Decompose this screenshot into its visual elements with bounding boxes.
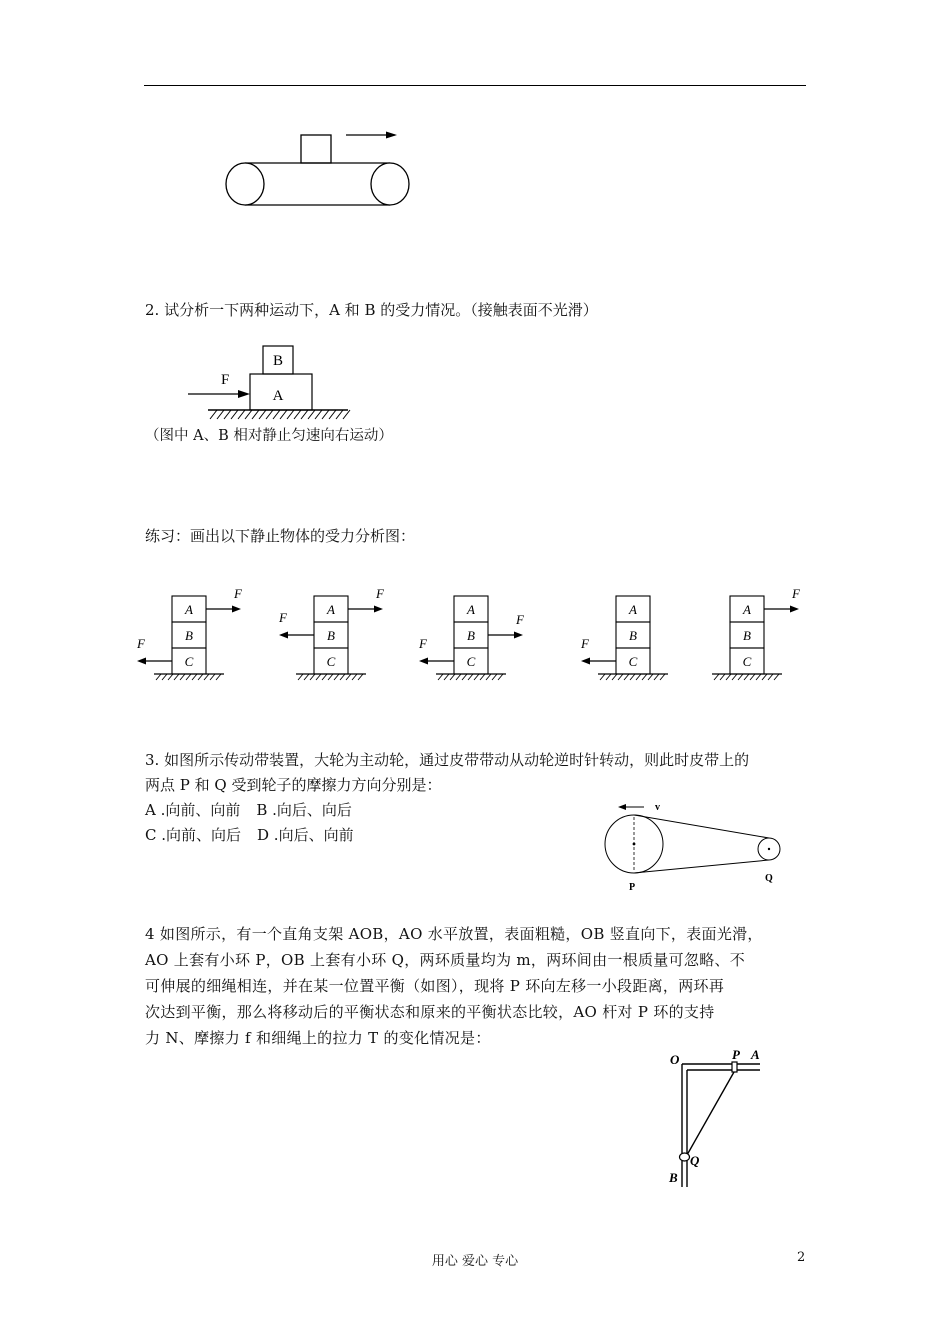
hatch-mark xyxy=(224,410,231,419)
block-label: A xyxy=(743,602,751,617)
hatch-mark xyxy=(266,410,273,419)
arrowhead xyxy=(279,632,288,639)
ground-hatching xyxy=(210,410,350,419)
hatch-mark xyxy=(322,674,327,680)
hatch-mark xyxy=(231,410,238,419)
hatch-mark xyxy=(744,674,749,680)
hatch-mark xyxy=(732,674,737,680)
q4-line: 4 如图所示，有一个直角支架 AOB，AO 水平放置，表面粗糙，OB 竖直向下，表面光滑， xyxy=(145,925,763,943)
right-angle-frame-figure xyxy=(665,1045,775,1195)
hatch-mark xyxy=(204,674,209,680)
force-label: F xyxy=(279,610,287,625)
hatch-mark xyxy=(358,674,363,680)
block-label: B xyxy=(743,628,751,643)
hatch-mark xyxy=(322,410,329,419)
hatch-mark xyxy=(612,674,617,680)
right-pulley xyxy=(371,163,409,205)
block-label: B xyxy=(327,628,335,643)
hatch-mark xyxy=(298,674,303,680)
velocity-arrow xyxy=(618,804,626,810)
footer-motto: 用心 爱心 专心 xyxy=(431,1254,519,1269)
hatch-mark xyxy=(343,410,350,419)
hatch-mark xyxy=(287,410,294,419)
hatch-mark xyxy=(480,674,485,680)
hatch-mark xyxy=(774,674,779,680)
box-on-belt xyxy=(301,135,331,163)
point-a-label: A xyxy=(751,1047,760,1062)
hatch-mark xyxy=(468,674,473,680)
hatch-mark xyxy=(259,410,266,419)
block-label: B xyxy=(185,628,193,643)
q4-text xyxy=(145,921,815,1051)
arrowhead xyxy=(137,658,146,665)
force-label: F xyxy=(137,636,145,651)
hatch-mark xyxy=(162,674,167,680)
block-label: B xyxy=(629,628,637,643)
block-label: C xyxy=(628,654,638,669)
hatch-mark xyxy=(216,674,221,680)
force-f-label: F xyxy=(221,372,230,388)
q3-line2: 两点 P 和 Q 受到轮子的摩擦力方向分别是： xyxy=(145,776,442,794)
hatch-mark xyxy=(462,674,467,680)
force-label: F xyxy=(234,586,242,601)
exercise-stack-4 xyxy=(580,596,668,680)
exercise-stack-3 xyxy=(418,596,525,680)
hatch-mark xyxy=(762,674,767,680)
hatch-mark xyxy=(336,410,343,419)
q3-option-b: B .向后、向后 xyxy=(256,801,352,819)
q3-options-row1 xyxy=(145,797,352,823)
hatch-mark xyxy=(340,674,345,680)
hatch-mark xyxy=(198,674,203,680)
hatch-mark xyxy=(492,674,497,680)
exercise-heading: 练习：画出以下静止物体的受力分析图： xyxy=(145,527,416,545)
exercise-figures xyxy=(130,580,820,685)
exercise-stack-1 xyxy=(136,586,243,680)
q3-options-row2 xyxy=(145,822,354,848)
belt-drive-figure xyxy=(598,795,798,895)
point-q-label: Q xyxy=(690,1153,700,1168)
hatch-mark xyxy=(444,674,449,680)
hatch-mark xyxy=(280,410,287,419)
hatch-mark xyxy=(600,674,605,680)
hatch-mark xyxy=(618,674,623,680)
motion-arrow xyxy=(386,132,397,139)
q4-line: 次达到平衡，那么将移动后的平衡状态和原来的平衡状态比较，AO 杆对 P 环的支持 xyxy=(145,1003,715,1021)
hatch-mark xyxy=(486,674,491,680)
hatch-mark xyxy=(498,674,503,680)
arrowhead xyxy=(514,632,523,639)
hatch-mark xyxy=(245,410,252,419)
hatch-mark xyxy=(624,674,629,680)
hatch-mark xyxy=(252,410,259,419)
arrowhead xyxy=(374,606,383,613)
ring-p xyxy=(732,1062,737,1072)
point-o-label: O xyxy=(670,1052,680,1067)
hatch-mark xyxy=(308,410,315,419)
hatch-mark xyxy=(316,674,321,680)
hatch-mark xyxy=(750,674,755,680)
velocity-label: v xyxy=(655,802,660,813)
hatch-mark xyxy=(329,410,336,419)
q2-caption: （图中 A、B 相对静止匀速向右运动） xyxy=(145,428,393,444)
hatch-mark xyxy=(450,674,455,680)
header-rule xyxy=(144,85,806,86)
hatch-mark xyxy=(738,674,743,680)
block-label: A xyxy=(185,602,193,617)
hatch-mark xyxy=(438,674,443,680)
page-number: 2 xyxy=(797,1250,806,1265)
arrowhead xyxy=(232,606,241,613)
force-label: F xyxy=(581,636,589,651)
hatch-mark xyxy=(630,674,635,680)
hatch-mark xyxy=(210,410,217,419)
q3-option-d: D .向后、向前 xyxy=(257,826,354,844)
block-label: C xyxy=(742,654,752,669)
rope xyxy=(687,1072,734,1155)
hatch-mark xyxy=(654,674,659,680)
hatch-mark xyxy=(636,674,641,680)
left-pulley xyxy=(226,163,264,205)
hatch-mark xyxy=(346,674,351,680)
force-label: F xyxy=(419,636,427,651)
hatch-mark xyxy=(660,674,665,680)
point-p-label: P xyxy=(629,882,636,893)
hatch-mark xyxy=(328,674,333,680)
block-label: A xyxy=(327,602,335,617)
hatch-mark xyxy=(273,410,280,419)
hatch-mark xyxy=(606,674,611,680)
force-label: F xyxy=(376,586,384,601)
ring-q xyxy=(680,1153,690,1161)
hatch-mark xyxy=(474,674,479,680)
point-b-label: B xyxy=(669,1170,678,1185)
arrowhead xyxy=(581,658,590,665)
exercise-stack-5 xyxy=(712,586,801,680)
block-label: A xyxy=(629,602,637,617)
hatch-mark xyxy=(642,674,647,680)
hatch-mark xyxy=(156,674,161,680)
hatch-mark xyxy=(714,674,719,680)
hatch-mark xyxy=(301,410,308,419)
hatch-mark xyxy=(238,410,245,419)
block-label: A xyxy=(467,602,475,617)
hatch-mark xyxy=(456,674,461,680)
block-a-label: A xyxy=(272,388,284,404)
q2-figure xyxy=(180,342,355,428)
q3-line1: 3. 如图所示传动带装置，大轮为主动轮，通过皮带带动从动轮逆时针转动，则此时皮带上的 xyxy=(145,751,750,769)
hatch-mark xyxy=(720,674,725,680)
hatch-mark xyxy=(174,674,179,680)
hatch-mark xyxy=(304,674,309,680)
hatch-mark xyxy=(168,674,173,680)
hatch-mark xyxy=(768,674,773,680)
hatch-mark xyxy=(756,674,761,680)
hatch-mark xyxy=(186,674,191,680)
arrowhead xyxy=(790,606,799,613)
q3-option-a: A .向前、向前 xyxy=(145,801,241,819)
block-label: C xyxy=(184,654,194,669)
q3-option-c: C .向前、向后 xyxy=(145,826,242,844)
hatch-mark xyxy=(217,410,224,419)
block-label: B xyxy=(467,628,475,643)
q4-line: 可伸展的细绳相连，并在某一位置平衡（如图），现将 P 环向左移一小段距离，两环再 xyxy=(145,977,725,995)
arrowhead xyxy=(419,658,428,665)
hatch-mark xyxy=(210,674,215,680)
hatch-mark xyxy=(315,410,322,419)
hatch-mark xyxy=(334,674,339,680)
hatch-mark xyxy=(192,674,197,680)
block-label: C xyxy=(466,654,476,669)
point-p-label: P xyxy=(732,1047,740,1062)
block-label: C xyxy=(326,654,336,669)
conveyor-belt-figure xyxy=(215,125,420,215)
q2-text: 2. 试分析一下两种运动下，A 和 B 的受力情况。（接触表面不光滑） xyxy=(145,301,598,319)
hatch-mark xyxy=(352,674,357,680)
hatch-mark xyxy=(294,410,301,419)
force-arrow xyxy=(238,390,250,398)
hatch-mark xyxy=(648,674,653,680)
hatch-mark xyxy=(180,674,185,680)
point-q-label: Q xyxy=(765,873,773,884)
force-label: F xyxy=(792,586,800,601)
exercise-stack-2 xyxy=(278,586,385,680)
block-b-label: B xyxy=(272,353,284,369)
hatch-mark xyxy=(726,674,731,680)
force-label: F xyxy=(516,612,524,627)
hatch-mark xyxy=(310,674,315,680)
q4-line: AO 上套有小环 P，OB 上套有小环 Q，两环质量均为 m，两环间由一根质量可忽略、不 xyxy=(145,951,746,969)
q4-line: 力 N、摩擦力 f 和细绳上的拉力 T 的变化情况是： xyxy=(145,1029,491,1047)
